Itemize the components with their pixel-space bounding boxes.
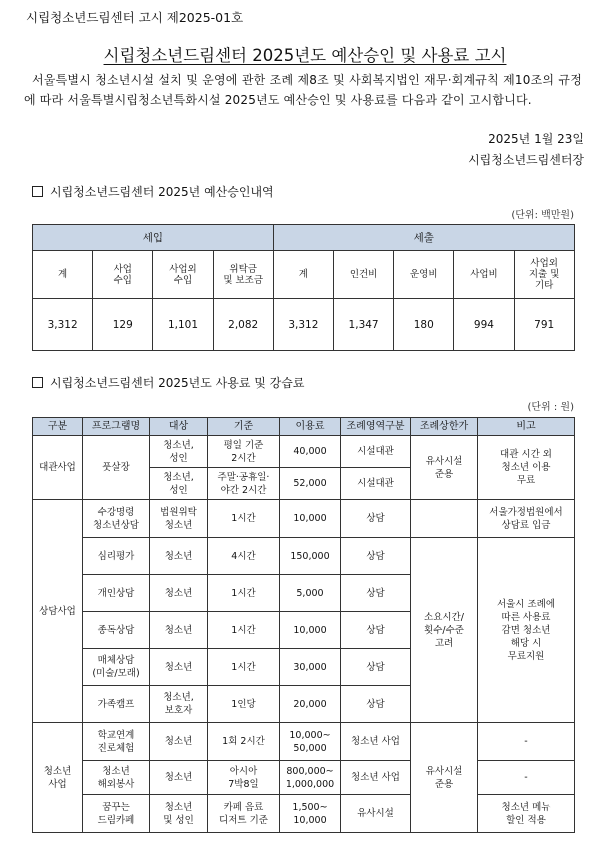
budget-section-label: 시립청소년드림센터 2025년 예산승인내역 [50, 185, 274, 199]
fees-header-row [33, 418, 575, 436]
checkbox-square-icon [32, 186, 43, 197]
fees-fee-cell: 10,000~ 50,000 [280, 723, 341, 761]
fees-target-cell: 청소년, 보호자 [150, 686, 208, 723]
fees-program-cell: 수강명령 청소년상담 [83, 500, 150, 538]
fees-table-row [33, 761, 575, 795]
fees-basis-cell: 4시간 [208, 538, 280, 575]
fees-basis-cell: 주말·공휴일· 야간 2시간 [208, 468, 280, 500]
fees-table-row [33, 538, 575, 575]
fees-category-cell: 상담사업 [33, 500, 83, 723]
fees-target-cell: 청소년 [150, 575, 208, 612]
fees-table-row [33, 723, 575, 761]
fees-column-header: 프로그램명 [83, 418, 150, 436]
fees-program-cell: 매체상담 (미술/모래) [83, 649, 150, 686]
fees-program-cell: 심리평가 [83, 538, 150, 575]
fees-area-cell: 상담 [341, 612, 411, 649]
fees-limit-cell: 유사시설 준용 [411, 723, 478, 833]
fees-fee-cell: 10,000 [280, 500, 341, 538]
fees-limit-cell [411, 500, 478, 538]
fees-program-cell: 개인상담 [83, 575, 150, 612]
fees-basis-cell: 1인당 [208, 686, 280, 723]
income-group-header: 세입 [33, 225, 274, 251]
budget-value-cell: 791 [514, 299, 574, 351]
fees-area-cell: 청소년 사업 [341, 723, 411, 761]
fees-section-label: 시립청소년드림센터 2025년도 사용료 및 강습료 [50, 376, 305, 390]
fees-table [32, 417, 575, 833]
fees-category-cell: 청소년 사업 [33, 723, 83, 833]
checkbox-square-icon [32, 377, 43, 388]
fees-area-cell: 상담 [341, 686, 411, 723]
page-title [0, 42, 610, 66]
fees-fee-cell: 10,000 [280, 612, 341, 649]
fees-target-cell: 법원위탁 청소년 [150, 500, 208, 538]
fees-target-cell: 청소년 [150, 761, 208, 795]
budget-column-header: 사업외 지출 및 기타 [514, 251, 574, 299]
fees-fee-cell: 5,000 [280, 575, 341, 612]
fees-column-header: 이용료 [280, 418, 341, 436]
fees-area-cell: 유사시설 [341, 795, 411, 833]
fees-area-cell: 시설대관 [341, 468, 411, 500]
fees-basis-cell: 1시간 [208, 649, 280, 686]
budget-unit: (단위: 백만원) [511, 210, 574, 221]
fees-area-cell: 시설대관 [341, 436, 411, 468]
fees-column-header: 조례상한가 [411, 418, 478, 436]
fees-column-header: 구분 [33, 418, 83, 436]
fees-limit-cell: 유사시설 준용 [411, 436, 478, 500]
fees-note-cell: 청소년 메뉴 할인 적용 [478, 795, 575, 833]
fees-note-cell: 서울시 조례에 따른 사용료 감면 청소년 해당 시 무료지원 [478, 538, 575, 723]
fees-basis-cell: 1회 2시간 [208, 723, 280, 761]
fees-target-cell: 청소년 [150, 723, 208, 761]
budget-value-cell: 2,082 [213, 299, 273, 351]
fees-area-cell: 상담 [341, 538, 411, 575]
fees-fee-cell: 30,000 [280, 649, 341, 686]
fees-basis-cell: 1시간 [208, 612, 280, 649]
fees-target-cell: 청소년 및 성인 [150, 795, 208, 833]
budget-value-cell: 1,101 [153, 299, 213, 351]
fees-program-cell: 가족캠프 [83, 686, 150, 723]
fees-note-cell: - [478, 723, 575, 761]
budget-value-cell: 180 [394, 299, 454, 351]
fees-fee-cell: 20,000 [280, 686, 341, 723]
budget-value-cell: 3,312 [273, 299, 333, 351]
fees-fee-cell: 1,500~ 10,000 [280, 795, 341, 833]
fees-note-cell: 서울가정법원에서 상담료 입금 [478, 500, 575, 538]
fees-target-cell: 청소년, 성인 [150, 436, 208, 468]
notice-number: 시립청소년드림센터 고시 제2025-01호 [26, 10, 244, 25]
notice-body: 서울특별시 청소년시설 설치 및 운영에 관한 조례 제8조 및 사회복지법인 재무·회계규칙 제10조의 규정에 따라 서울특별시립청소년특화시설 2025년도 예산승인 및 사용료를 다음과 같이 고시합니다. [24, 73, 582, 107]
fees-program-cell: 종독상담 [83, 612, 150, 649]
fees-area-cell: 청소년 사업 [341, 761, 411, 795]
budget-column-header: 계 [273, 251, 333, 299]
fees-basis-cell: 아시아 7박8일 [208, 761, 280, 795]
fees-area-cell: 상담 [341, 575, 411, 612]
fees-basis-cell: 카페 음료 디저트 기준 [208, 795, 280, 833]
fees-category-cell: 대관사업 [33, 436, 83, 500]
budget-value-cell: 1,347 [333, 299, 393, 351]
budget-column-header: 사업비 [454, 251, 514, 299]
expense-group-header: 세출 [273, 225, 574, 251]
budget-column-header: 인건비 [333, 251, 393, 299]
budget-column-header: 위탁금 및 보조금 [213, 251, 273, 299]
fees-column-header: 대상 [150, 418, 208, 436]
budget-column-header: 계 [33, 251, 93, 299]
fees-basis-cell: 평일 기준 2시간 [208, 436, 280, 468]
fees-basis-cell: 1시간 [208, 500, 280, 538]
fees-program-cell: 꿈꾸는 드림카페 [83, 795, 150, 833]
fees-program-cell: 풋살장 [83, 436, 150, 500]
notice-issuer: 시립청소년드림센터장 [468, 153, 584, 167]
fees-table-row [33, 500, 575, 538]
fees-table-row [33, 795, 575, 833]
fees-area-cell: 상담 [341, 649, 411, 686]
fees-target-cell: 청소년, 성인 [150, 468, 208, 500]
budget-column-header: 운영비 [394, 251, 454, 299]
fees-area-cell: 상담 [341, 500, 411, 538]
fees-fee-cell: 40,000 [280, 436, 341, 468]
fees-basis-cell: 1시간 [208, 575, 280, 612]
fees-program-cell: 청소년 해외봉사 [83, 761, 150, 795]
fees-target-cell: 청소년 [150, 612, 208, 649]
fees-limit-cell: 소요시간/ 횟수/수준 고려 [411, 538, 478, 723]
fees-table-row [33, 436, 575, 468]
budget-value-cell: 3,312 [33, 299, 93, 351]
notice-date: 2025년 1월 23일 [488, 132, 584, 146]
budget-section-title [32, 183, 274, 200]
fees-unit: (단위 : 원) [527, 402, 574, 413]
fees-column-header: 비고 [478, 418, 575, 436]
budget-column-header: 사업 수입 [93, 251, 153, 299]
fees-note-cell: - [478, 761, 575, 795]
page-title-text: 시립청소년드림센터 2025년도 예산승인 및 사용료 고시 [103, 46, 507, 65]
fees-fee-cell: 52,000 [280, 468, 341, 500]
budget-column-header: 사업외 수입 [153, 251, 213, 299]
fees-column-header: 조례영역구분 [341, 418, 411, 436]
fees-note-cell: 대관 시간 외 청소년 이용 무료 [478, 436, 575, 500]
fees-target-cell: 청소년 [150, 538, 208, 575]
fees-target-cell: 청소년 [150, 649, 208, 686]
fees-fee-cell: 150,000 [280, 538, 341, 575]
fees-program-cell: 학교연계 진로체험 [83, 723, 150, 761]
fees-column-header: 기준 [208, 418, 280, 436]
budget-value-cell: 994 [454, 299, 514, 351]
budget-table [32, 224, 575, 351]
fees-fee-cell: 800,000~ 1,000,000 [280, 761, 341, 795]
budget-value-cell: 129 [93, 299, 153, 351]
fees-section-title [32, 374, 304, 391]
